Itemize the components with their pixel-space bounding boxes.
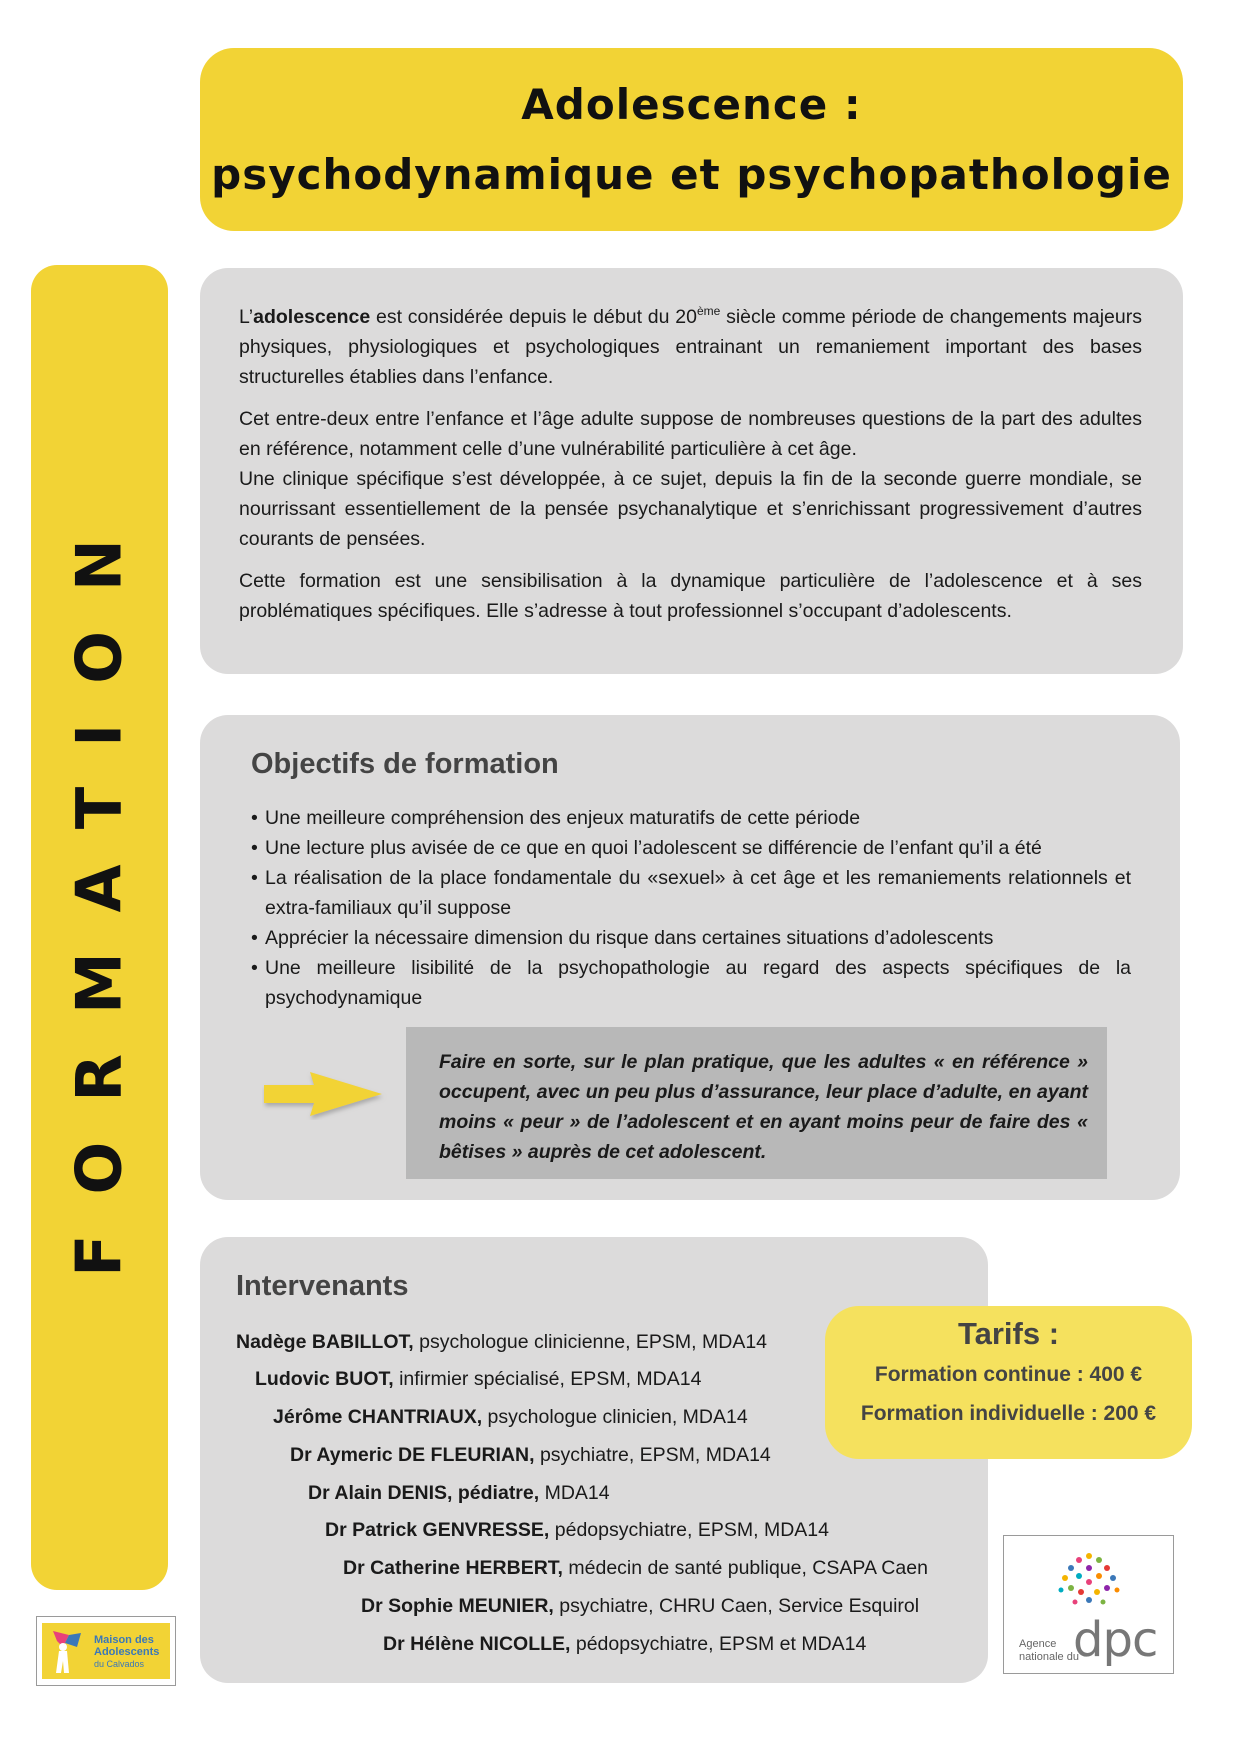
intervenant-row	[290, 1442, 771, 1468]
mda-logo	[36, 1616, 176, 1686]
intervenant-row	[308, 1480, 610, 1506]
tarifs-title: Tarifs :	[957, 1316, 1060, 1351]
objective-item: • Une meilleure compréhension des enjeux maturatifs de cette période	[251, 803, 1131, 833]
tarif-continue: Formation continue : 400 €	[874, 1363, 1143, 1386]
intervenant-name: Dr Alain DENIS, pédiatre,	[308, 1482, 540, 1504]
mda-logo-text	[94, 1634, 159, 1670]
intervenant-name: Ludovic BUOT,	[255, 1368, 394, 1390]
dots-emblem-icon	[1049, 1550, 1129, 1620]
dpc-logo-wordmark: dpc	[1073, 1612, 1158, 1668]
intervenant-role: psychologue clinicien, MDA14	[482, 1406, 748, 1428]
intervenant-role: psychologue clinicienne, EPSM, MDA14	[413, 1331, 768, 1353]
objective-item: • Apprécier la nécessaire dimension du risque dans certaines situations d’adolescents	[251, 923, 1131, 953]
intervenant-role: pédopsychiatre, EPSM et MDA14	[570, 1633, 867, 1655]
objectives-title: Objectifs de formation	[251, 748, 559, 780]
intro-paragraph-4: Cette formation est une sensibilisation à la dynamique particulière de l’adolescence et à ses problématiques spécifiques. Elle s’adresse à tout professionnel s’occupant d’adolescents.	[239, 570, 1142, 622]
intro-p1-bold: adolescence	[253, 306, 371, 328]
title-line-1: Adolescence :	[521, 79, 862, 129]
intro-p1-sup: ème	[696, 304, 721, 318]
dpc-logo-text	[1019, 1638, 1079, 1664]
intro-paragraph-2: Cet entre-deux entre l’enfance et l’âge adulte suppose de nombreuses questions de la part des adultes en référence, notamment celle d’une vulnérabilité particulière à cet âge.	[239, 408, 1142, 460]
intervenant-name: Dr Sophie MEUNIER,	[361, 1595, 554, 1617]
title-banner	[200, 48, 1183, 231]
quote-text: Faire en sorte, sur le plan pratique, que les adultes « en référence » occupent, avec un peu plus d’assurance, leur place d’adulte, en ayant moins « peur » de l’adolescent et en ayant moins peur de faire des « bêtises » auprès de cet adolescent.	[439, 1051, 1088, 1163]
intervenants-title: Intervenants	[236, 1270, 409, 1302]
dpc-logo-line-1: Agence	[1019, 1638, 1057, 1650]
intervenant-name: Jérôme CHANTRIAUX,	[273, 1406, 483, 1428]
intervenant-name: Dr Patrick GENVRESSE,	[325, 1519, 550, 1541]
intervenant-row	[343, 1555, 928, 1581]
intervenant-role: pédopsychiatre, EPSM, MDA14	[549, 1519, 829, 1541]
mda-logo-line-3: du Calvados	[94, 1659, 145, 1669]
intervenant-name: Dr Catherine HERBERT,	[343, 1557, 563, 1579]
intervenant-role: MDA14	[539, 1482, 610, 1504]
mda-logo-line-1: Maison des	[94, 1634, 154, 1646]
intervenant-role: médecin de santé publique, CSAPA Caen	[562, 1557, 928, 1579]
objective-item: • Une meilleure lisibilité de la psychopathologie au regard des aspects spécifiques de la psychodynamique	[251, 953, 1131, 1013]
intervenant-name: Dr Aymeric DE FLEURIAN,	[290, 1444, 535, 1466]
dpc-logo	[1003, 1535, 1174, 1674]
figure-icon	[47, 1627, 87, 1675]
intervenant-row	[255, 1366, 701, 1392]
objective-item: • Une lecture plus avisée de ce que en quoi l’adolescent se différencie de l’enfant qu’il a été	[251, 833, 1131, 863]
intervenant-row	[361, 1593, 919, 1619]
objectives-list	[251, 803, 1131, 1013]
intervenant-role: infirmier spécialisé, EPSM, MDA14	[393, 1368, 702, 1390]
intervenant-name: Nadège BABILLOT,	[236, 1331, 414, 1353]
intro-p1-mid: est considérée depuis le début du 20	[370, 306, 697, 328]
intervenant-role: psychiatre, EPSM, MDA14	[534, 1444, 771, 1466]
intro-p1-post: siècle comme période de changements majeurs physiques, physiologiques et psychologiques entrainant un remaniement important des bases structurelles établies dans l’enfance.	[239, 306, 1142, 388]
tarif-individuelle: Formation individuelle : 200 €	[860, 1402, 1157, 1425]
mda-logo-background	[42, 1623, 170, 1679]
intervenant-row	[273, 1404, 748, 1430]
intervenant-role: psychiatre, CHRU Caen, Service Esquirol	[553, 1595, 920, 1617]
objective-item: • La réalisation de la place fondamentale du «sexuel» à cet âge et les remaniements relationnels et extra-familiaux qu’il suppose	[251, 863, 1131, 923]
intervenant-row	[325, 1517, 829, 1543]
intro-text	[239, 302, 1142, 638]
intervenant-row	[236, 1329, 767, 1355]
intro-p1-pre: L’	[239, 306, 254, 328]
quote-box	[406, 1027, 1107, 1179]
mda-logo-line-2: Adolescents	[94, 1646, 160, 1658]
intro-paragraph-3: Une clinique spécifique s’est développée, à ce sujet, depuis la fin de la seconde guerre mondiale, se nourrissant essentiellement de la pensée psychanalytique et s’enrichissant progressivement d’autres courants de pensées.	[239, 468, 1142, 550]
intervenant-row	[383, 1631, 866, 1657]
tarifs-box	[825, 1306, 1192, 1459]
intro-paragraph-1	[239, 302, 1142, 392]
dpc-logo-line-2: nationale du	[1019, 1651, 1079, 1663]
right-arrow-icon	[262, 1070, 387, 1120]
intervenant-name: Dr Hélène NICOLLE,	[383, 1633, 571, 1655]
title-line-2: psychodynamique et psychopathologie	[211, 149, 1172, 199]
side-label-text: FORMATION	[62, 499, 136, 1277]
